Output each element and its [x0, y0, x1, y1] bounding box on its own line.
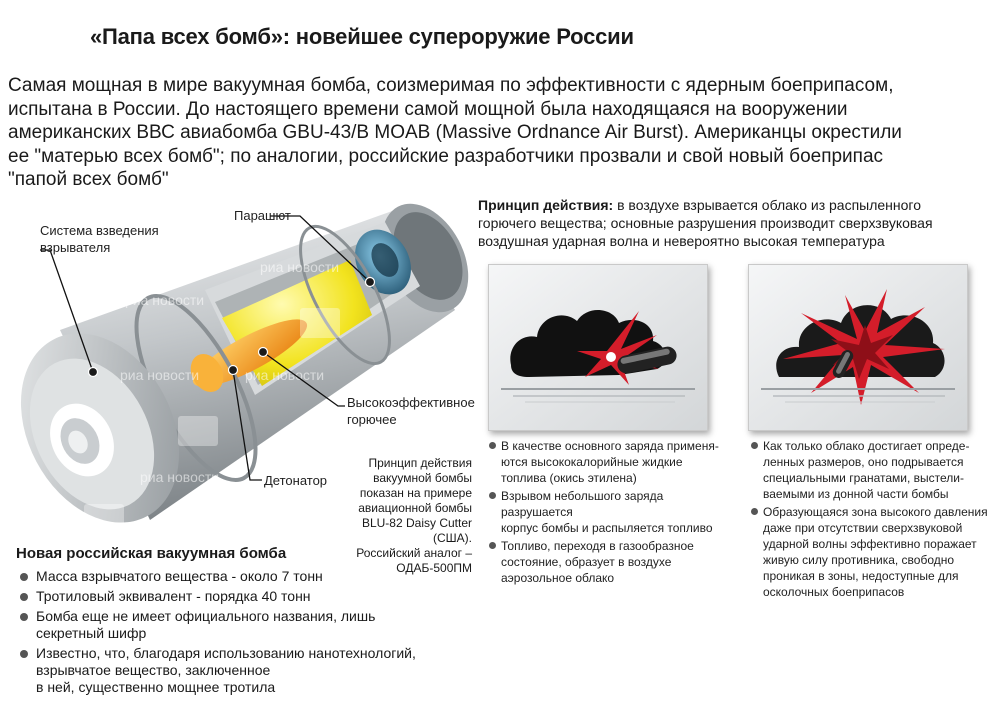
label-detonator: Детонатор [264, 473, 328, 488]
watermark-text: риа новости [125, 292, 205, 308]
list-item: Масса взрывчатого вещества - около 7 тонн [18, 568, 488, 585]
label-fuel: Высокоэффективное горючее [347, 395, 475, 427]
new-bomb-title: Новая российская вакуумная бомба [16, 545, 287, 562]
list-item: Топливо, переходя в газообразное состояние, образует в воздухе аэрозольное облако [488, 538, 738, 586]
new-bomb-facts [18, 568, 488, 699]
principle-title: Принцип действия: [478, 197, 614, 213]
list-item: Как только облако достигает опреде- ленных размеров, оно подрывается специальными гранатами, выстели- ваемыми из донной части бомбы [750, 438, 995, 502]
watermark-text: риа новости [245, 367, 325, 383]
watermark-text: риа новости [140, 469, 220, 485]
intro-paragraph: Самая мощная в мире вакуумная бомба, соизмеримая по эффективности с ядерным боеприпасом, испытана в России. До настоящего времени самой мощной была находящаяся на вооружении американских ВВС авиабомба GBU-43/B MOAB (Massive Ordnance Air Burst). Американцы окрестили ее "матерью всех бомб"; по аналогии, российские разработчики прозвали и свой новый боеприпас "папой всех бомб" [8, 75, 902, 190]
watermark-text: риа новости [120, 367, 200, 383]
stage1-steps [488, 438, 738, 588]
example-note: Принцип действия вакуумной бомбы показан на примере авиационной бомбы BLU-82 Daisy Cutter (США). Российский аналог – ОДАБ-500ПМ [356, 456, 472, 575]
label-fuze-system: Система взведения взрывателя [40, 223, 159, 255]
list-item: Тротиловый эквивалент - порядка 40 тонн [18, 588, 488, 605]
stage1-panel [488, 264, 708, 431]
list-item: Образующаяся зона высокого давления даже при отсутствии сверхзвуковой ударной волны эффективно поражает живую силу противника, свободно проникая в зоны, недоступные для осколочных боеприпасов [750, 504, 995, 600]
principle-description [478, 196, 993, 250]
principle-text: в воздухе взрывается облако из распыленного горючего вещества; основные разрушения производит сверхзвуковая воздушная ударная волна и невероятно высокая температура [478, 197, 933, 249]
list-item: Взрывом небольшого заряда разрушается корпус бомбы и распыляется топливо [488, 488, 738, 536]
stage2-panel [748, 264, 968, 431]
stage2-steps [750, 438, 995, 602]
list-item: Известно, что, благодаря использованию нанотехнологий, взрывчатое вещество, заключенное в ней, существенно мощнее тротила [18, 645, 488, 696]
label-parachute: Парашют [234, 208, 291, 223]
list-item: В качестве основного заряда применя- ются высококалорийные жидкие топлива (окись этилена) [488, 438, 738, 486]
stage2-illustration [749, 265, 967, 430]
headline: «Папа всех бомб»: новейшее супероружие России [90, 24, 634, 49]
list-item: Бомба еще не имеет официального названия, лишь секретный шифр [18, 608, 488, 642]
stage1-illustration [489, 265, 707, 430]
watermark-text: риа новости [260, 259, 340, 275]
